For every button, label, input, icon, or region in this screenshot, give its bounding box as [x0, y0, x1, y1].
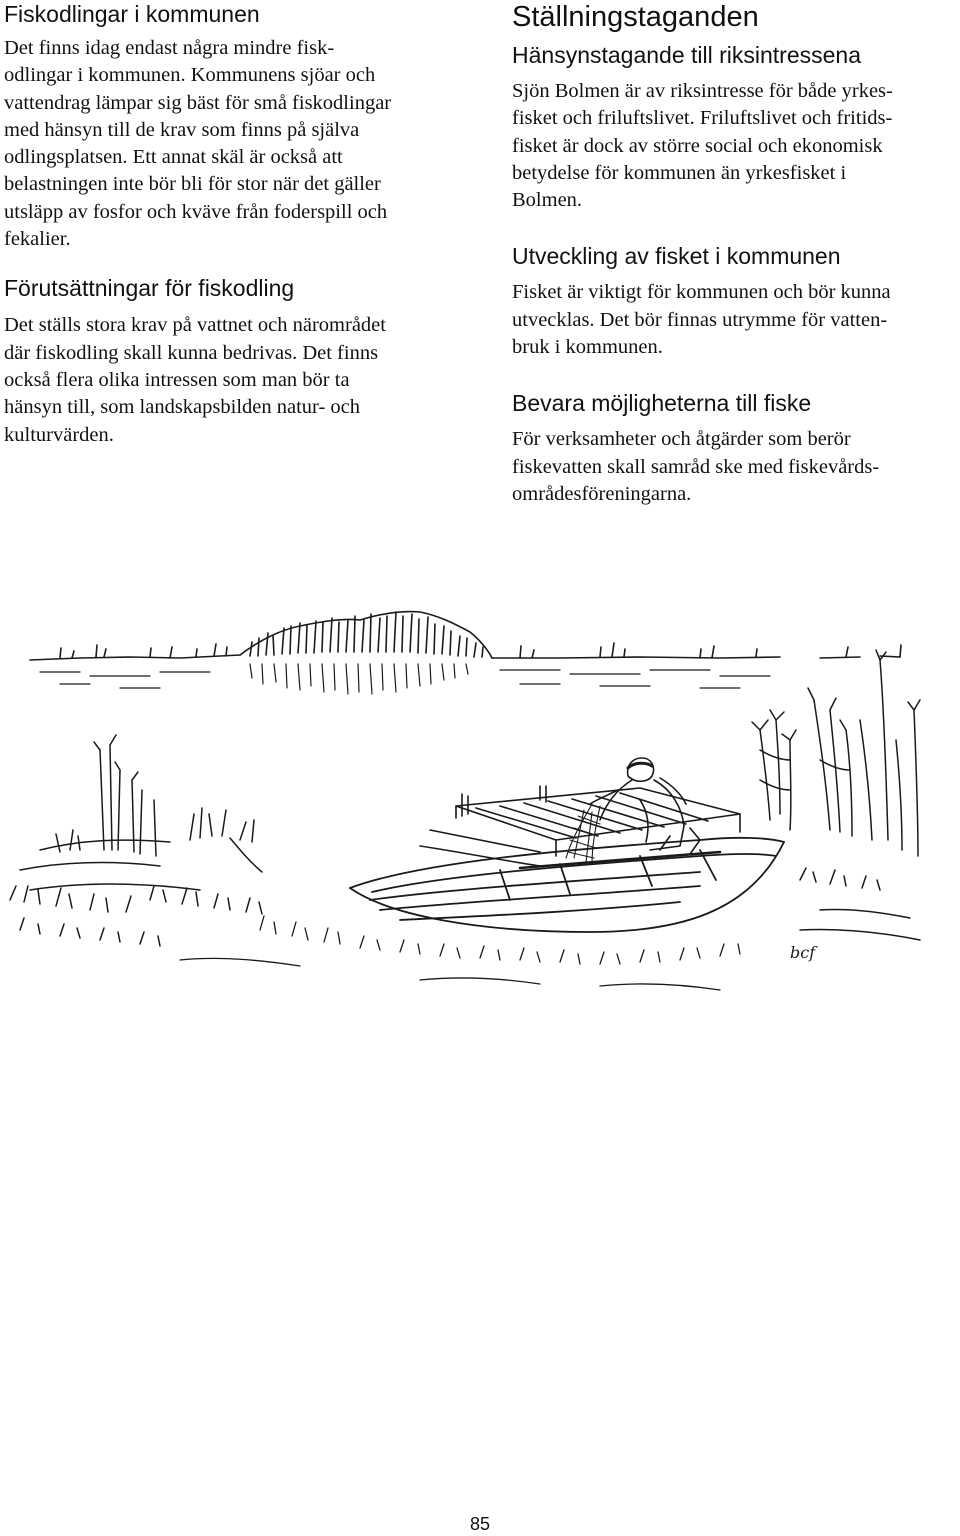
- text-line: Sjön Bolmen är av riksintresse för både yrkes-: [512, 80, 893, 102]
- fisherman: [590, 758, 700, 854]
- right-reeds: [752, 650, 920, 940]
- section-hansynstagande: [512, 41, 958, 214]
- paragraph-bevara: [512, 426, 958, 508]
- text-line: där fiskodling skall kunna bedrivas. Det finns: [4, 341, 379, 364]
- right-column: [512, 0, 958, 508]
- text-line: odlingar i kommunen. Kommunens sjöar och: [4, 64, 376, 87]
- left-column: [4, 0, 480, 449]
- text-line: fisket är dock av större social och ekonomisk: [512, 134, 883, 157]
- text-line: För verksamheter och åtgärder som berör: [512, 428, 851, 451]
- artist-signature: bcf: [790, 943, 816, 962]
- text-line: Bolmen.: [512, 189, 583, 212]
- page-title: Ställningstaganden: [512, 1, 759, 33]
- left-reeds: [10, 735, 262, 946]
- text-line: Det finns idag endast några mindre fisk-: [4, 37, 335, 59]
- paragraph-forutsattningar: [4, 312, 480, 448]
- section-heading-utveckling: Utveckling av fisket i kommunen: [512, 243, 841, 270]
- paragraph-utveckling: [512, 279, 958, 361]
- text-line: fekalier.: [4, 228, 71, 251]
- paragraph-fiskodlingar: [4, 35, 480, 253]
- paragraph-hansynstagande: [512, 78, 958, 214]
- distant-treeline: [30, 611, 901, 660]
- text-line: odlingsplatsen. Ett annat skäl är också att: [4, 146, 343, 169]
- section-utveckling: [512, 242, 958, 361]
- fishing-net: [566, 804, 600, 864]
- water-reflections: [40, 664, 770, 694]
- rowing-boat: [350, 838, 784, 932]
- text-line: utvecklas. Det bör finnas utrymme för vatten-: [512, 308, 888, 331]
- text-line: Fisket är viktigt för kommunen och bör kunna: [512, 281, 891, 304]
- text-line: vattendrag lämpar sig bäst för små fiskodlingar: [4, 91, 392, 114]
- text-line: betydelse för kommunen än yrkesfisket i: [512, 161, 847, 184]
- text-line: bruk i kommunen.: [512, 336, 663, 359]
- text-line: fisket och friluftslivet. Friluftslivet och fritids-: [512, 107, 893, 130]
- text-line: hänsyn till, som landskapsbilden natur- och: [4, 396, 361, 419]
- section-heading-fiskodlingar: Fiskodlingar i kommunen: [4, 1, 260, 27]
- section-bevara: [512, 389, 958, 508]
- section-heading-bevara: Bevara möjligheterna till fiske: [512, 390, 812, 417]
- text-line: områdesföreningarna.: [512, 482, 692, 505]
- section-heading-forutsattningar: Förutsättningar för fiskodling: [4, 275, 295, 302]
- text-line: fiskevatten skall samråd ske med fiskevårds-: [512, 455, 880, 478]
- text-line: kulturvärden.: [4, 423, 114, 446]
- section-forutsattningar: [4, 274, 480, 448]
- text-line: belastningen inte bör bli för stor när det gäller: [4, 173, 381, 196]
- text-line: också flera olika intressen som man bör ta: [4, 368, 350, 391]
- text-line: utsläpp av fosfor och kväve från foderspill och: [4, 200, 388, 223]
- text-line: med hänsyn till de krav som finns på själva: [4, 118, 360, 141]
- text-line: Det ställs stora krav på vattnet och närområdet: [4, 314, 386, 337]
- section-fiskodlingar: [4, 0, 480, 253]
- page-number: 85: [469, 1514, 491, 1534]
- section-heading-hansynstagande: Hänsynstagande till riksintressena: [512, 42, 862, 68]
- lake-fisherman-boat-sketch-icon: [0, 600, 960, 1020]
